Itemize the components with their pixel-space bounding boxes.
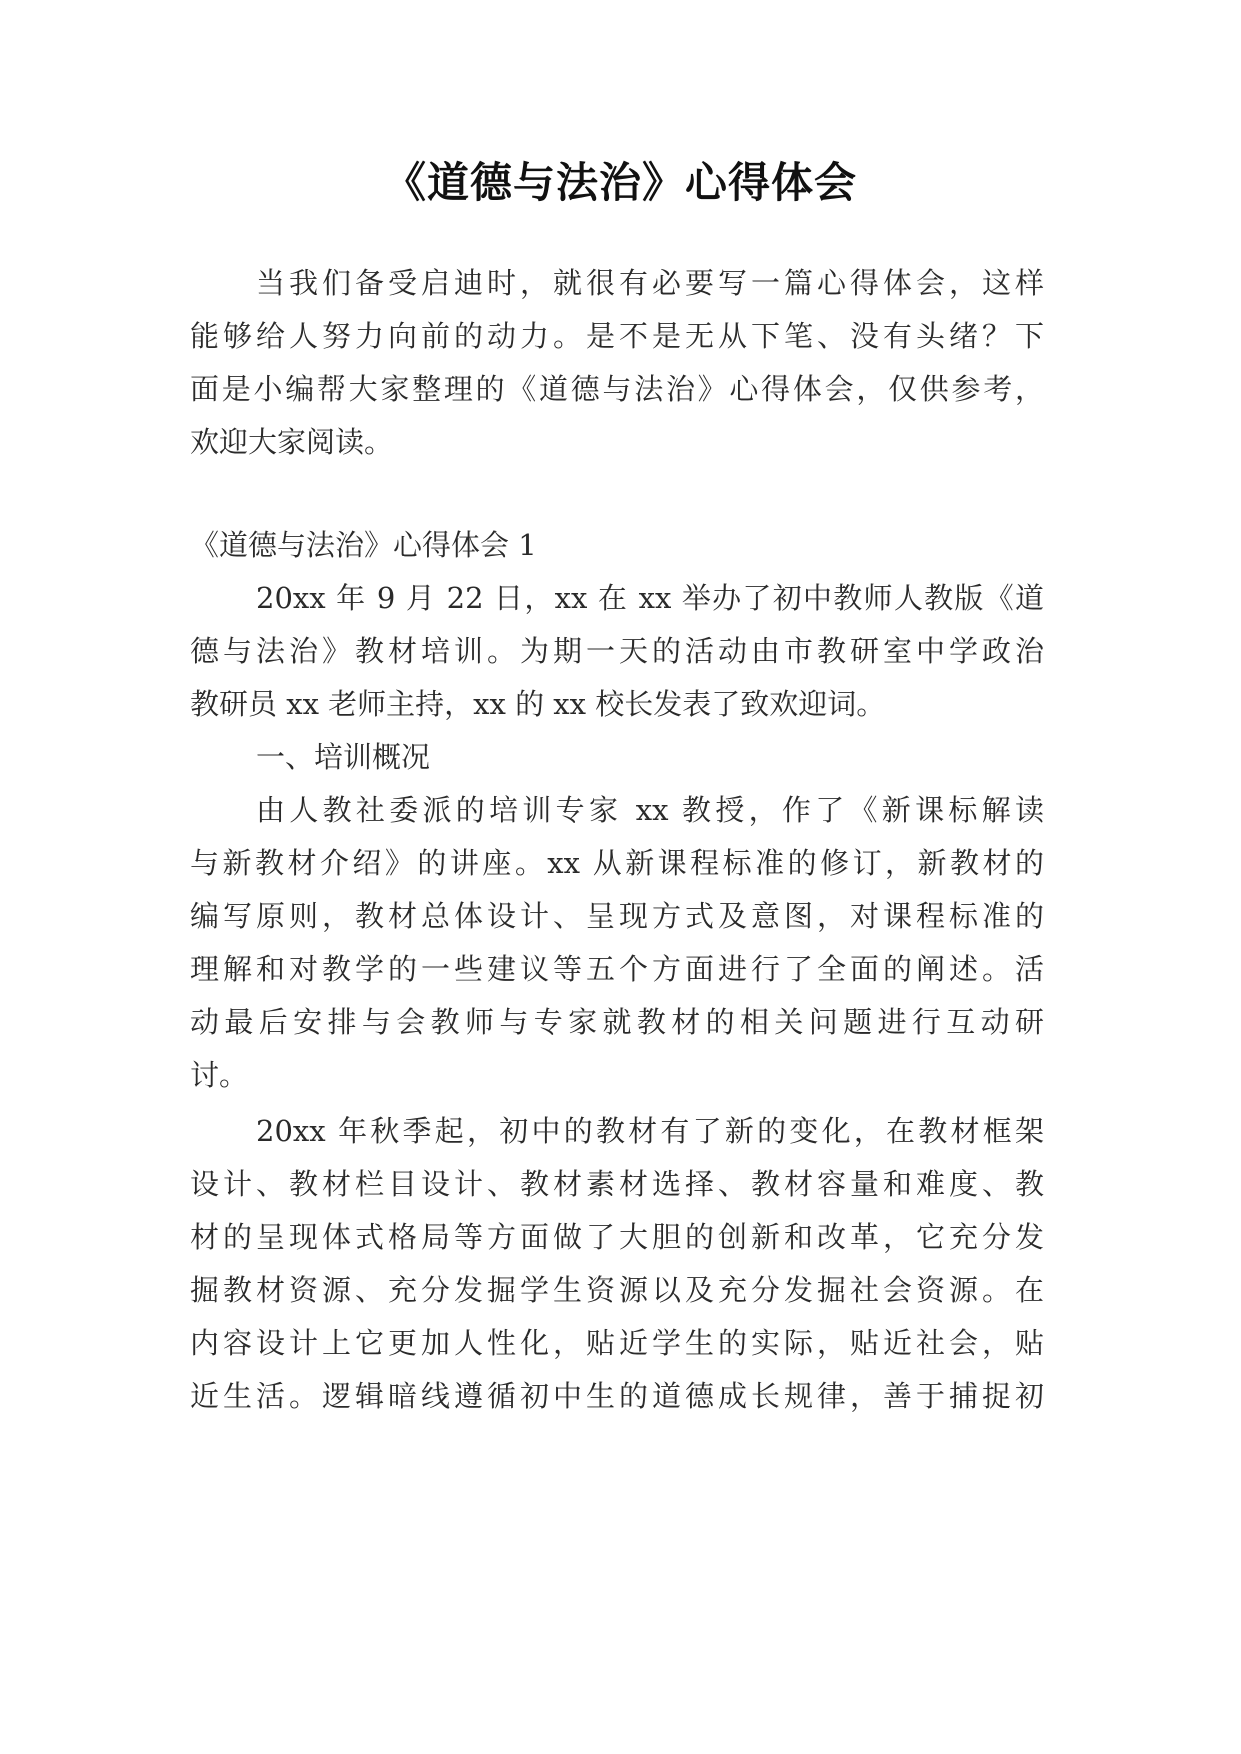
para2-line-5: 动最后安排与会教师与专家就教材的相关问题进行互动研	[190, 1005, 1044, 1039]
intro-line-1: 当我们备受启迪时，就很有必要写一篇心得体会，这样	[256, 266, 1044, 300]
intro-line-3: 面是小编帮大家整理的《道德与法治》心得体会，仅供参考，	[190, 372, 1044, 406]
para1-line-1: 20xx 年 9 月 22 日，xx 在 xx 举办了初中教师人教版《道	[256, 581, 1044, 615]
intro-line-2: 能够给人努力向前的动力。是不是无从下笔、没有头绪？下	[190, 319, 1044, 353]
para3-line-4: 掘教材资源、充分发掘学生资源以及充分发掘社会资源。在	[190, 1273, 1044, 1307]
para3-line-3: 材的呈现体式格局等方面做了大胆的创新和改革，它充分发	[190, 1220, 1044, 1254]
section-heading: 《道德与法治》心得体会 1	[190, 528, 537, 562]
subheading: 一、培训概况	[256, 740, 431, 774]
para2-line-6: 讨。	[190, 1058, 249, 1092]
para3-line-6: 近生活。逻辑暗线遵循初中生的道德成长规律，善于捕捉初	[190, 1379, 1044, 1413]
intro-line-4: 欢迎大家阅读。	[190, 425, 394, 459]
para3-line-5: 内容设计上它更加人性化，贴近学生的实际，贴近社会，贴	[190, 1326, 1044, 1360]
para2-line-2: 与新教材介绍》的讲座。xx 从新课程标准的修订，新教材的	[190, 846, 1044, 880]
para2-line-3: 编写原则，教材总体设计、呈现方式及意图，对课程标准的	[190, 899, 1044, 933]
para3-line-1: 20xx 年秋季起，初中的教材有了新的变化，在教材框架	[256, 1114, 1044, 1148]
document-title: 《道德与法治》心得体会	[383, 158, 857, 207]
para1-line-3: 教研员 xx 老师主持，xx 的 xx 校长发表了致欢迎词。	[190, 687, 886, 721]
para2-line-1: 由人教社委派的培训专家 xx 教授，作了《新课标解读	[256, 793, 1044, 827]
para2-line-4: 理解和对教学的一些建议等五个方面进行了全面的阐述。活	[190, 952, 1044, 986]
para3-line-2: 设计、教材栏目设计、教材素材选择、教材容量和难度、教	[190, 1167, 1044, 1201]
para1-line-2: 德与法治》教材培训。为期一天的活动由市教研室中学政治	[190, 634, 1044, 668]
